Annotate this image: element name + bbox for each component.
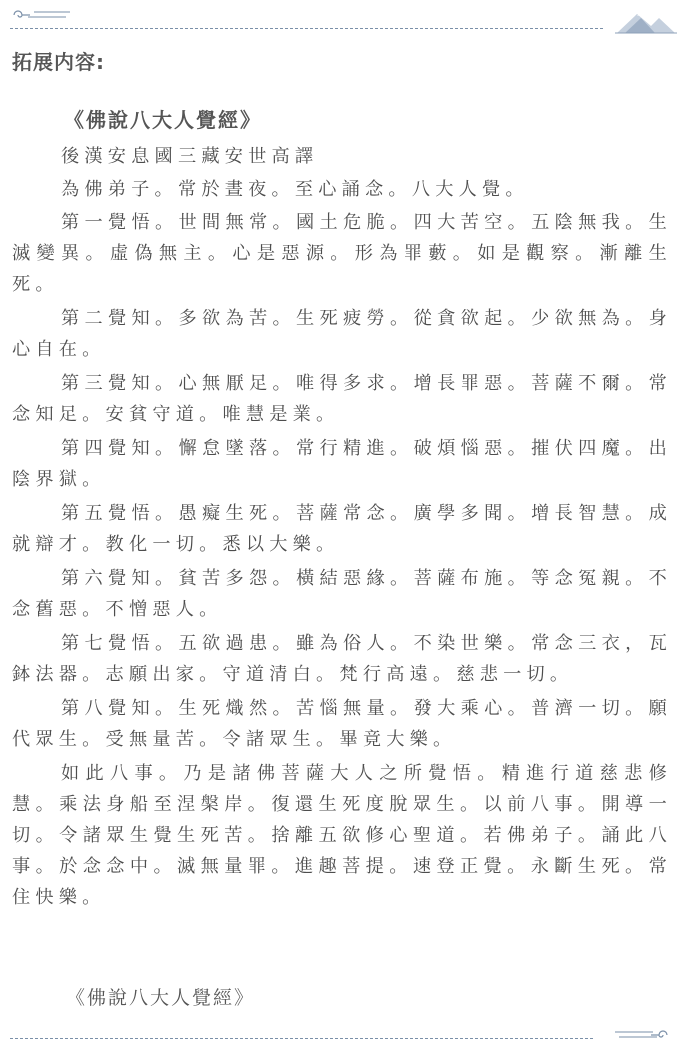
intro-paragraph: 為佛弟子。常於晝夜。至心誦念。八大人覺。 [61,179,529,200]
awakening-2: 第二覺知。多欲為苦。生死疲勞。從貪欲起。少欲無為。身心自在。 [12,308,672,360]
awakening-1: 第一覺悟。世間無常。國土危脆。四大苦空。五陰無我。生滅變異。虛偽無主。心是惡源。形為罪藪。如是觀察。漸離生死。 [12,212,672,295]
mountain-icon [615,6,677,34]
awakening-8: 第八覺知。生死熾然。苦惱無量。發大乘心。普濟一切。願代眾生。受無量苦。令諸眾生。畢竟大樂。 [12,698,672,750]
translator-line: 後漢安息國三藏安世高譯 [61,146,319,167]
top-dashed-rule [10,28,603,29]
scroll-ornament-icon [8,6,72,24]
awakening-6: 第六覺知。貧苦多怨。橫結惡緣。菩薩布施。等念冤親。不念舊惡。不憎惡人。 [12,568,672,620]
bottom-dashed-rule [10,1038,593,1039]
awakening-5: 第五覺悟。愚癡生死。菩薩常念。廣學多聞。增長智慧。成就辯才。教化一切。悉以大樂。 [12,503,672,555]
sutra-title: 《佛說八大人覺經》 [64,108,262,132]
awakening-3: 第三覺知。心無厭足。唯得多求。增長罪惡。菩薩不爾。常念知足。安貧守道。唯慧是業。 [12,373,672,425]
sutra-content [12,104,672,916]
awakening-7: 第七覺悟。五欲過患。雖為俗人。不染世樂。常念三衣，瓦鉢法器。志願出家。守道清白。梵行高遠。慈悲一切。 [12,633,672,685]
section-title: 拓展内容: [12,50,105,74]
scroll-ornament-icon [613,1026,673,1044]
conclusion-paragraph: 如此八事。乃是諸佛菩薩大人之所覺悟。精進行道慈悲修慧。乘法身船至涅槃岸。復還生死度脫眾生。以前八事。開導一切。令諸眾生覺生死苦。捨離五欲修心聖道。若佛弟子。誦此八事。於念念中。滅無量罪。進趣菩提。速登正覺。永斷生死。常住快樂。 [12,763,672,908]
footer-sutra-title: 《佛說八大人覺經》 [66,987,256,1009]
awakening-4: 第四覺知。懈怠墜落。常行精進。破煩惱惡。摧伏四魔。出陰界獄。 [12,438,672,490]
